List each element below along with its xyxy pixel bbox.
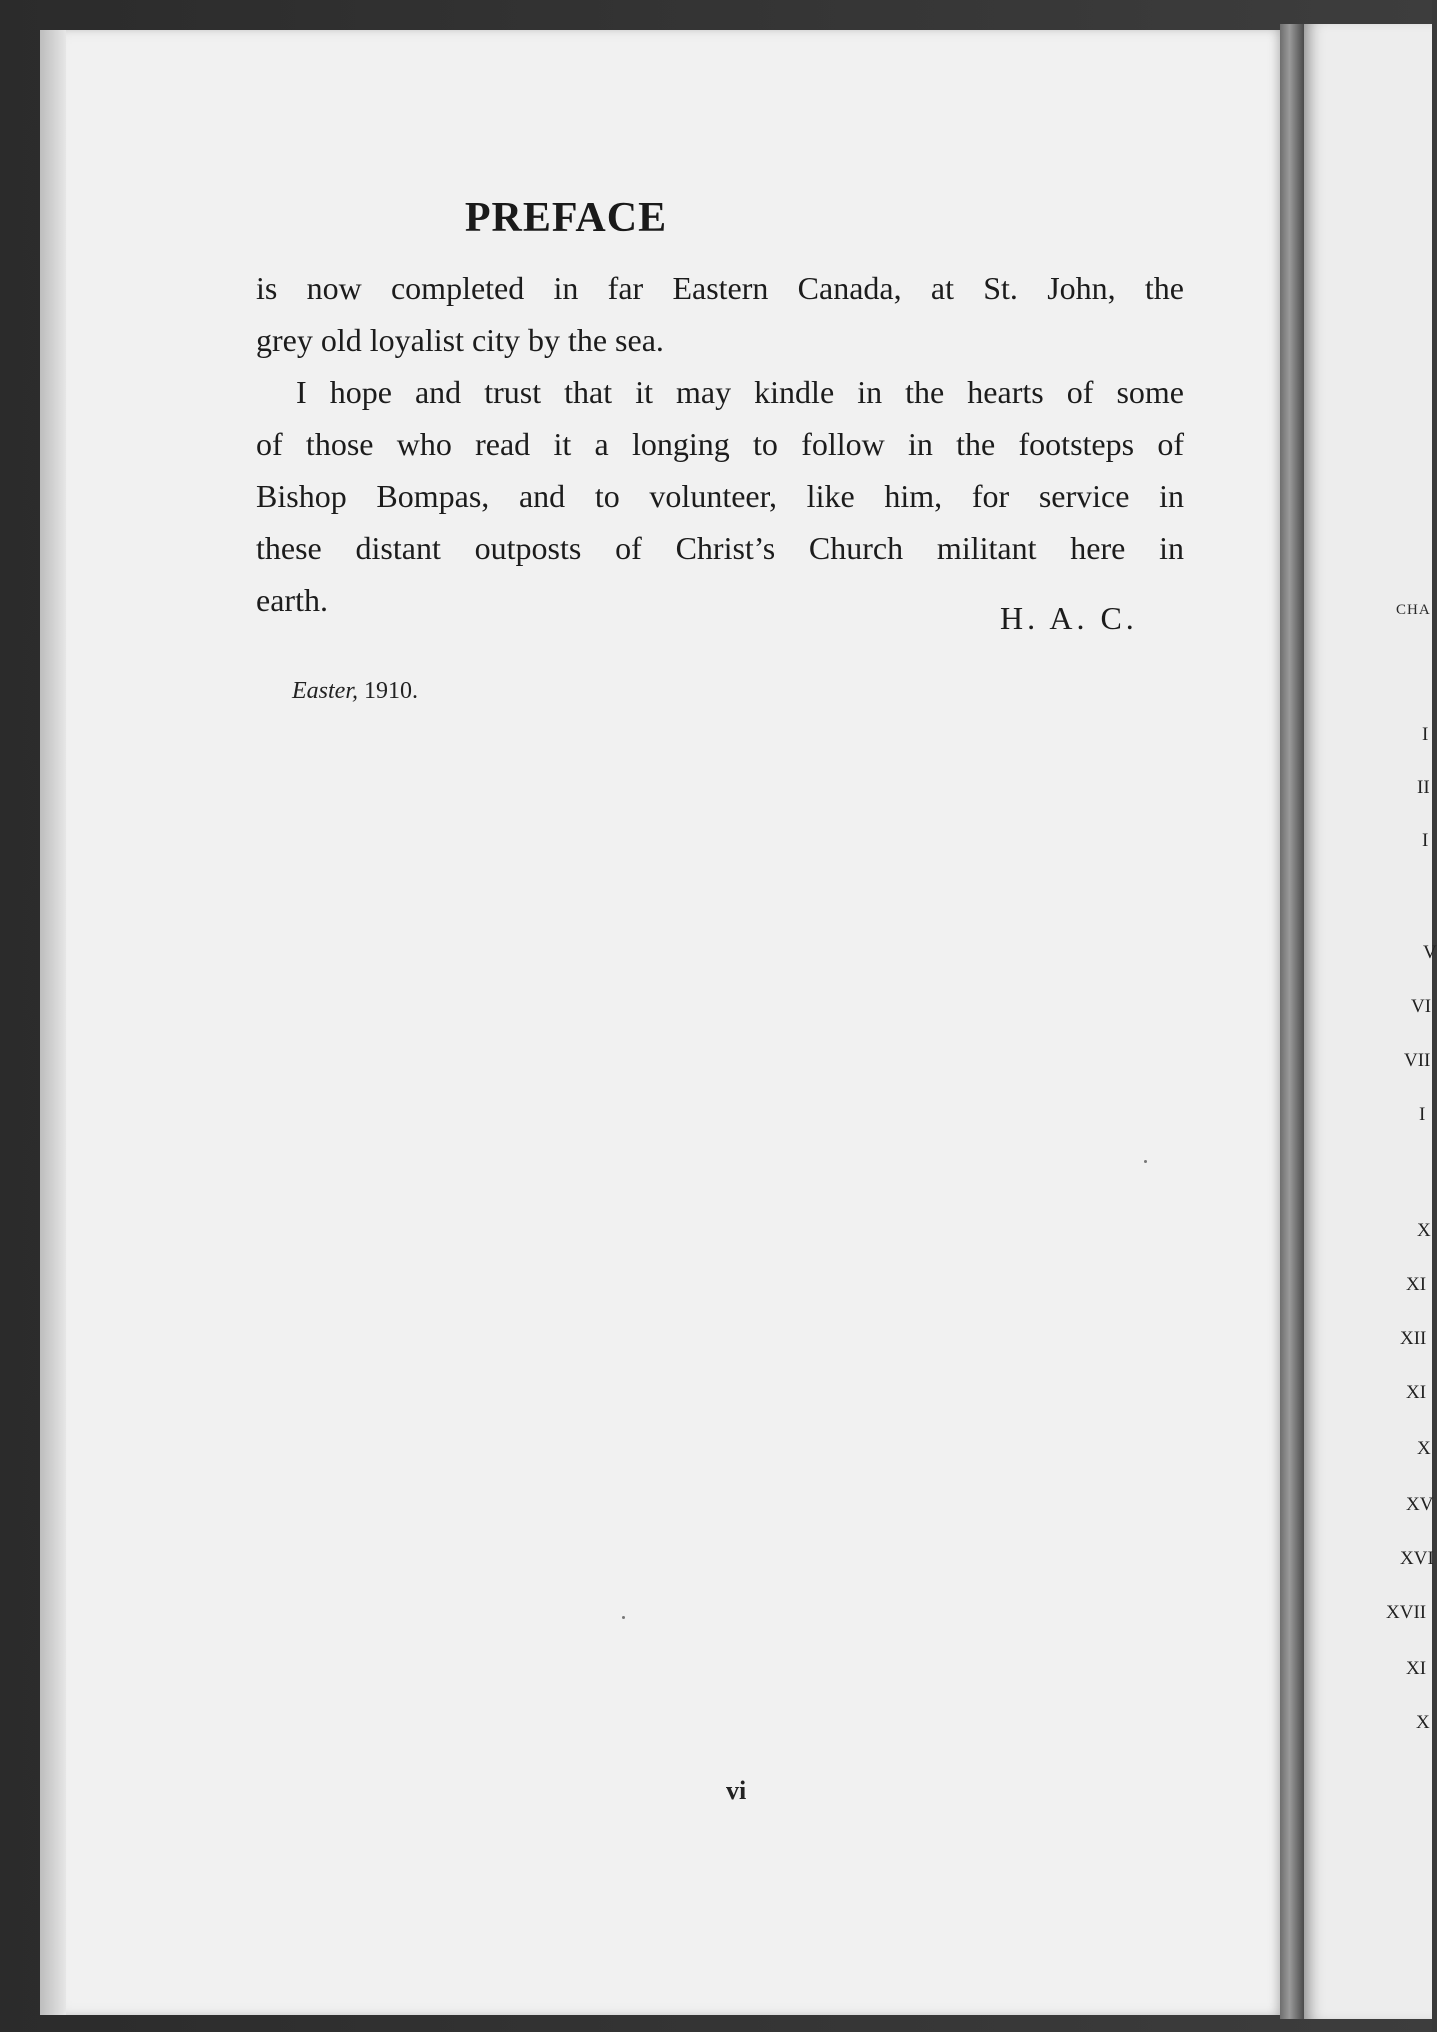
- author-initials: H. A. C.: [1000, 600, 1138, 636]
- chapter-numeral: XV: [1406, 1494, 1434, 1515]
- chapter-numeral: XI: [1406, 1382, 1427, 1403]
- paper-speck: [622, 1616, 625, 1619]
- text-line: I hope and trust that it may kindle in the hearts of some: [296, 374, 1184, 410]
- date-year: 1910.: [364, 678, 418, 704]
- page-title: PREFACE: [464, 195, 668, 241]
- chapter-numeral: VII: [1404, 1050, 1431, 1071]
- text-line: Bishop Bompas, and to volunteer, like him, for service in: [256, 478, 1184, 514]
- text-line: is now completed in far Eastern Canada, at St. John, the: [256, 270, 1184, 306]
- book-gutter: [1280, 24, 1304, 2019]
- paragraph-continuation: [256, 262, 1184, 366]
- chapter-numeral: V: [1423, 942, 1437, 963]
- chapter-numeral: XVI: [1400, 1548, 1434, 1569]
- chapter-numeral: I: [1419, 1104, 1426, 1125]
- paragraph-main: [256, 366, 1184, 626]
- text-line: of those who read it a longing to follow in the footsteps of: [256, 426, 1184, 462]
- chapter-numeral: VI: [1411, 996, 1432, 1017]
- chapter-numeral: XVII: [1386, 1602, 1427, 1623]
- chapter-numeral: I: [1422, 830, 1429, 851]
- chapter-numeral: I: [1422, 724, 1429, 745]
- chapter-numeral: X: [1417, 1438, 1431, 1459]
- chapter-numeral: II: [1417, 777, 1430, 798]
- text-line: these distant outposts of Christ’s Church militant here in: [256, 530, 1184, 566]
- page-edge-shadow: [40, 30, 66, 2015]
- text-line: grey old loyalist city by the sea.: [256, 322, 664, 358]
- chapter-numeral: X: [1416, 1712, 1430, 1733]
- page-number: vi: [726, 1776, 747, 1805]
- chapter-numeral: XI: [1406, 1658, 1427, 1679]
- facing-page: [1304, 24, 1437, 2019]
- chapter-numeral: XII: [1400, 1328, 1427, 1349]
- chapter-numeral: XI: [1406, 1274, 1427, 1295]
- text-line: earth.: [256, 582, 328, 618]
- contents-heading-fragment: CHA: [1396, 602, 1431, 618]
- chapter-numeral: X: [1417, 1220, 1431, 1241]
- date-line: [292, 678, 418, 705]
- paper-speck: [1144, 1160, 1147, 1163]
- date-label: Easter,: [292, 678, 358, 704]
